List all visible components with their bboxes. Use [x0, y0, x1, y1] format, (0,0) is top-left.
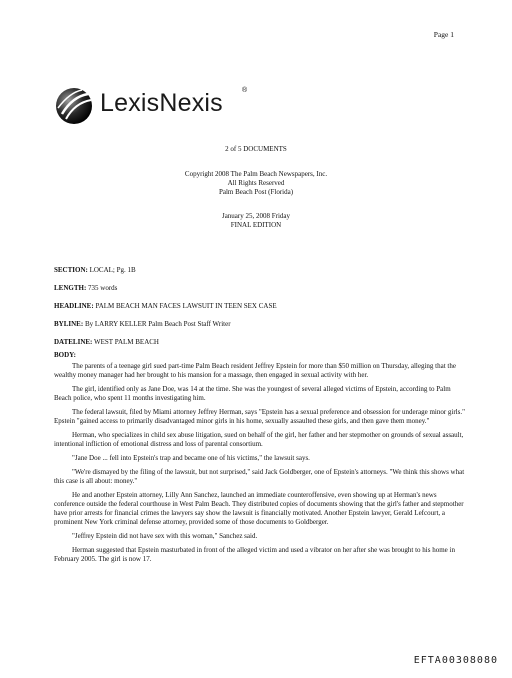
copyright-line: Copyright 2008 The Palm Beach Newspapers, Inc. — [184, 170, 328, 178]
field-value: LOCAL; Pg. 1B — [87, 266, 136, 274]
body-paragraph: The girl, identified only as Jane Doe, was 14 at the time. She was the youngest of several alleged victims of Epstein, according to Palm Beach police, who spent 11 months investigating him. — [54, 385, 451, 402]
logo-wordmark: LexisNexis — [100, 89, 223, 117]
field-label: BYLINE: — [54, 320, 84, 328]
field-label: SECTION: — [54, 266, 88, 274]
field-byline — [54, 320, 231, 328]
copyright-line: All Rights Reserved — [227, 179, 285, 187]
field-length — [54, 284, 117, 292]
page-number: Page 1 — [433, 30, 454, 39]
body-paragraph: "Jeffrey Epstein did not have sex with this woman," Sanchez said. — [72, 532, 258, 540]
lexisnexis-globe-icon — [54, 86, 94, 126]
publication-date-block — [0, 212, 512, 230]
publication-date: January 25, 2008 Friday — [221, 212, 291, 220]
bates-stamp: EFTA00308080 — [413, 655, 498, 666]
body-paragraph: The federal lawsuit, filed by Miami attorney Jeffrey Herman, says "Epstein has a sexual preference and obsession for underage minor girls." Epstein "gained access to primarily disadvantaged minor girls in his home, sexually assaulted these girls, and then gave them money." — [54, 408, 465, 425]
body-paragraph: Herman, who specializes in child sex abuse litigation, sued on behalf of the girl, her father and her stepmother on grounds of sexual assault, intentional infliction of emotional distress and loss of parental consortium. — [54, 431, 464, 448]
body-paragraph: Herman suggested that Epstein masturbated in front of the alleged victim and used a vibrator on her after she was brought to his home in February 2005. The girl is now 17. — [54, 546, 455, 563]
body-paragraph: The parents of a teenage girl sued part-time Palm Beach resident Jeffrey Epstein for more than $50 million on Thursday, alleging that the wealthy money manager had her brought to his mansion for a massage, then engaged in sexual activity with her. — [54, 362, 456, 379]
body-paragraph: He and another Epstein attorney, Lilly Ann Sanchez, launched an immediate counteroffensive, even showing up at Herman's news conference outside the federal courthouse in West Palm Beach. They distributed copies of documents showing that the girl's father and stepmother have prior arrests for financial crimes the lawyers say show the lawsuit is financially motivated. Another Epstein lawyer, Gerald Lefcourt, a prominent New York criminal defense attorney, provided some of those documents to Goldberger. — [54, 491, 464, 526]
field-dateline — [54, 338, 159, 346]
field-headline — [54, 302, 277, 310]
document-count: 2 of 5 DOCUMENTS — [225, 145, 287, 153]
field-section — [54, 266, 136, 274]
field-label: HEADLINE: — [54, 302, 94, 310]
copyright-line: Palm Beach Post (Florida) — [218, 188, 294, 196]
body-paragraph: "We're dismayed by the filing of the lawsuit, but not surprised," said Jack Goldberger, one of Epstein's attorneys. "We think this shows what this case is all about: money." — [54, 468, 465, 485]
field-label: BODY: — [54, 351, 76, 359]
body-paragraph: "Jane Doe ... fell into Epstein's trap and became one of his victims," the lawsuit says. — [72, 454, 310, 462]
edition: FINAL EDITION — [230, 221, 282, 229]
lexisnexis-logo — [54, 86, 284, 126]
field-label: LENGTH: — [54, 284, 87, 292]
article-body — [54, 362, 466, 569]
field-body — [54, 351, 76, 359]
logo-registered-mark: ® — [242, 87, 248, 94]
field-value: PALM BEACH MAN FACES LAWSUIT IN TEEN SEX CASE — [93, 302, 277, 310]
field-value: WEST PALM BEACH — [92, 338, 159, 346]
copyright-block — [0, 170, 512, 197]
field-label: DATELINE: — [54, 338, 93, 346]
field-value: 735 words — [86, 284, 118, 292]
field-value: By LARRY KELLER Palm Beach Post Staff Writer — [83, 320, 231, 328]
